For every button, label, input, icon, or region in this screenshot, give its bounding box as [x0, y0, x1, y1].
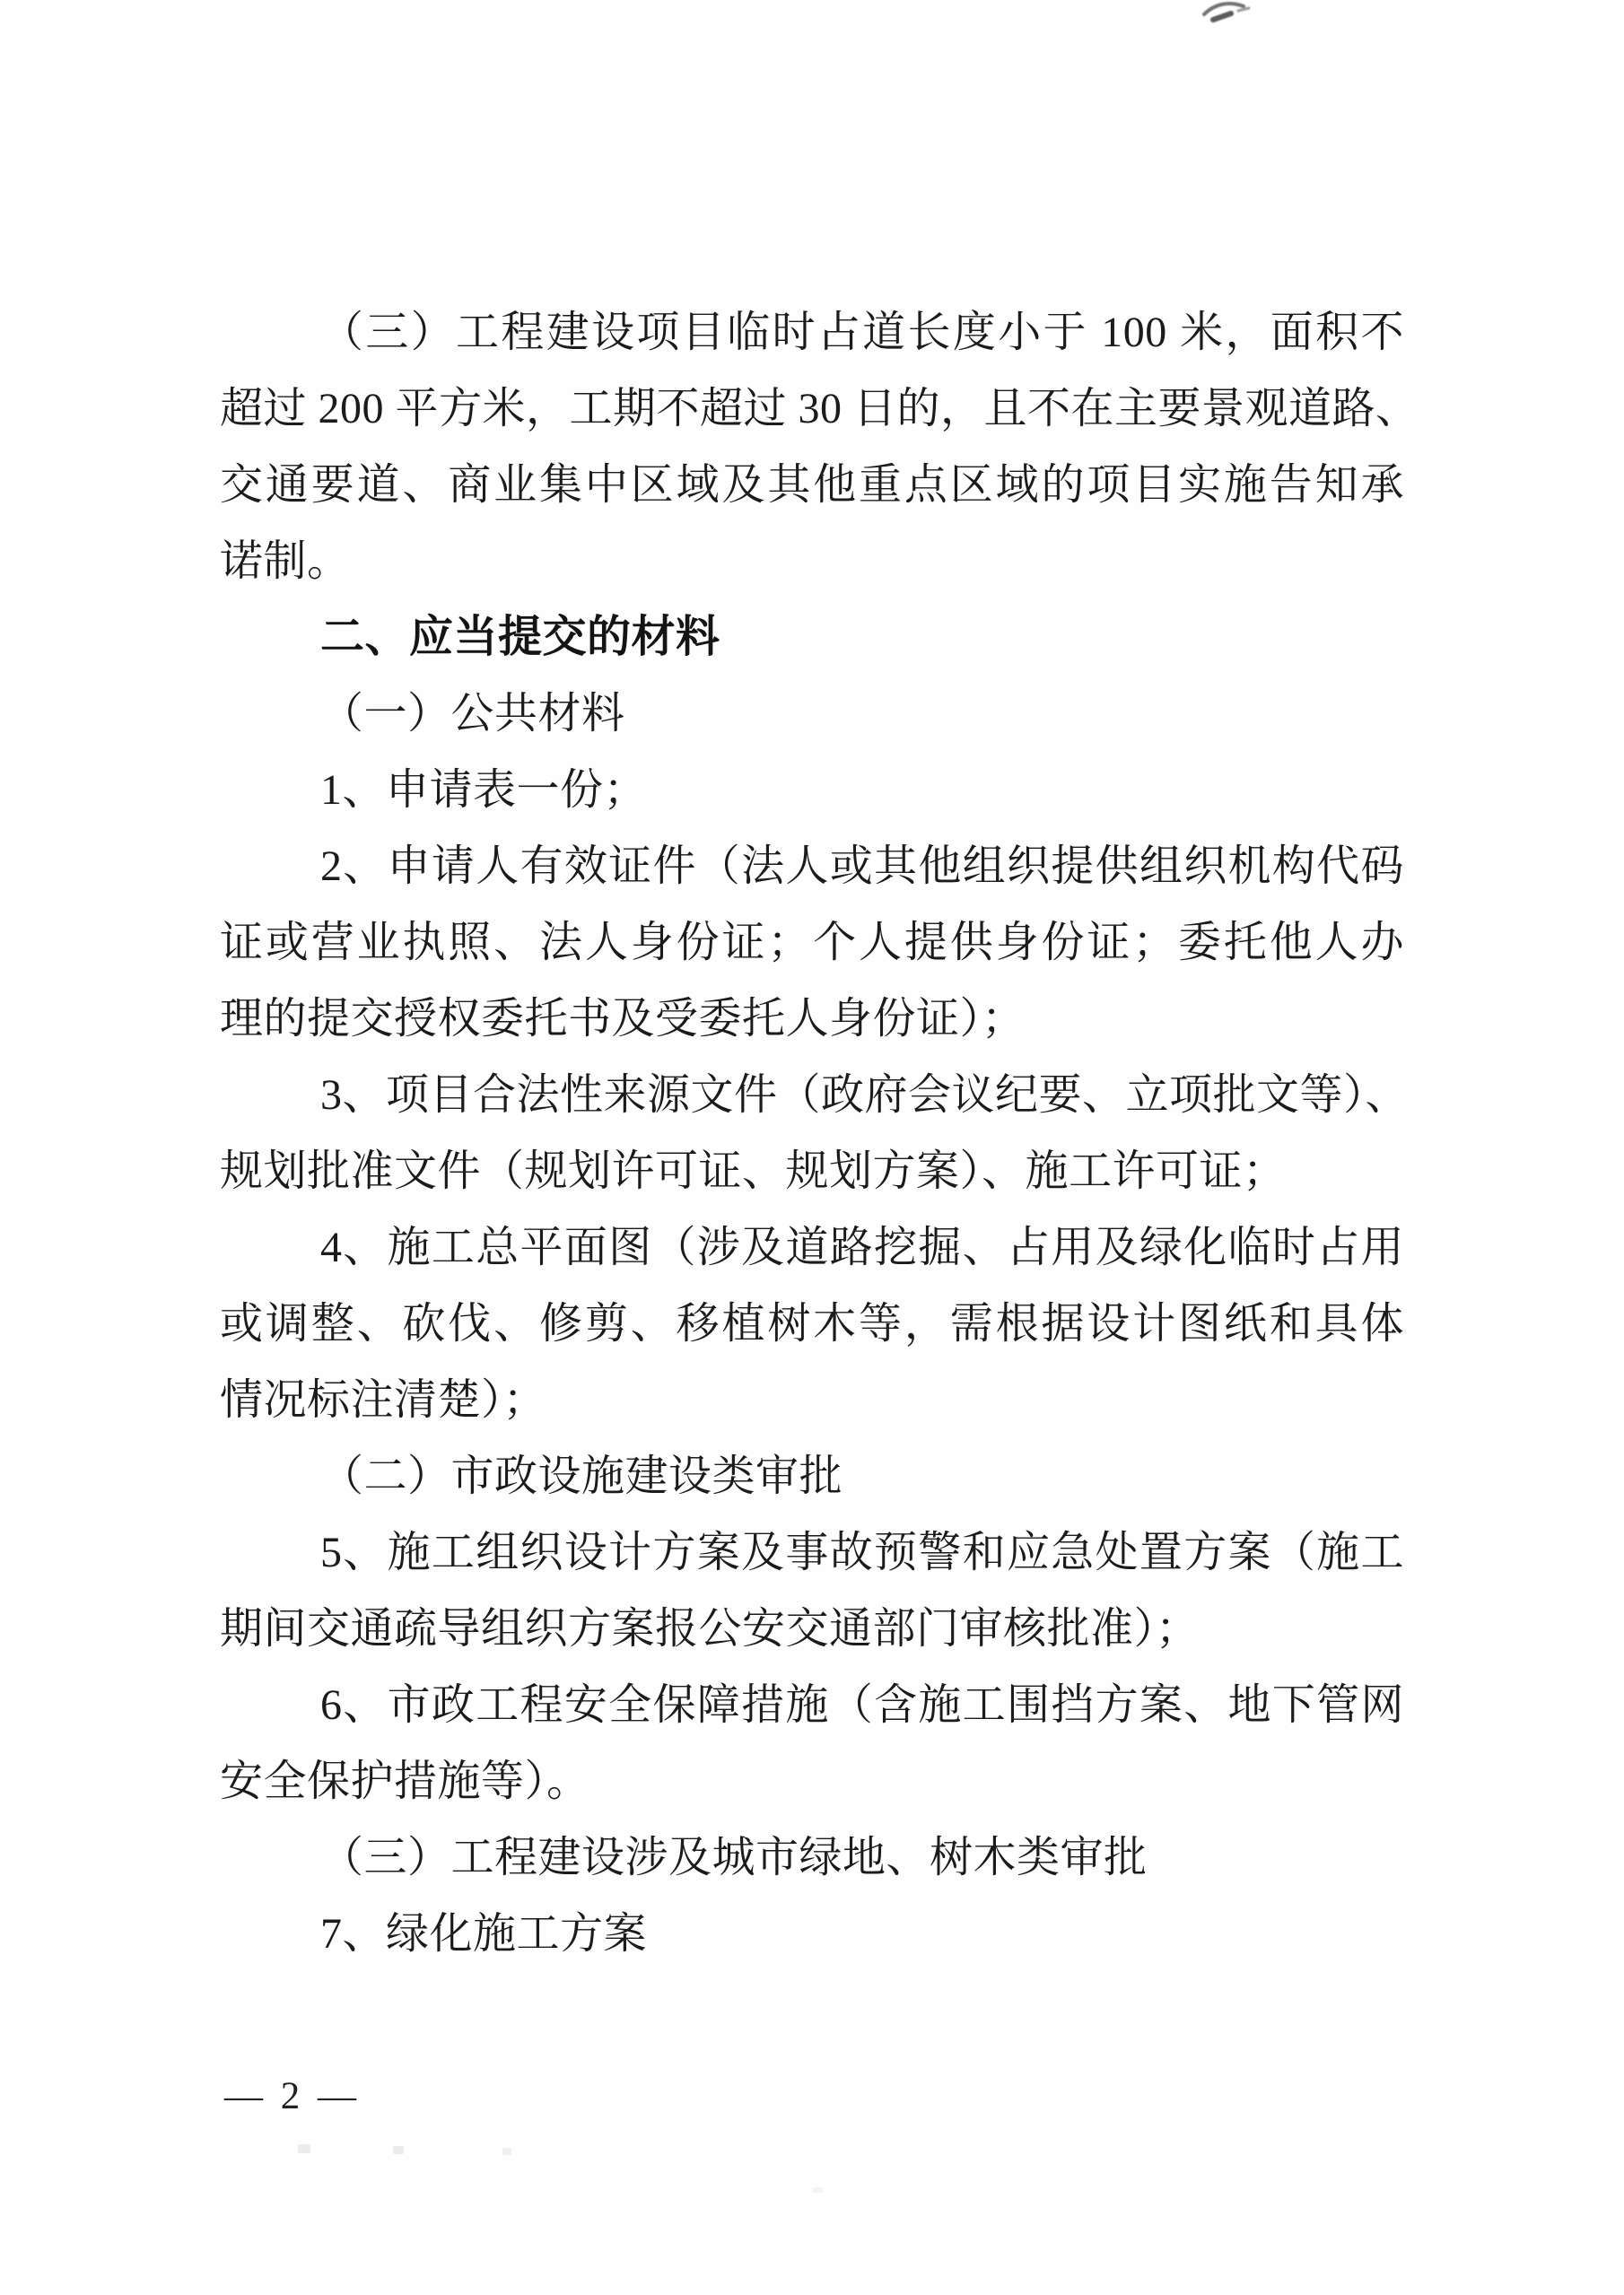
text-line: 1、申请表一份；	[320, 766, 648, 814]
text-line: 7、绿化施工方案	[320, 1910, 648, 1958]
scan-speck	[298, 2144, 310, 2153]
text-line: 5、施工组织设计方案及事故预警和应急处置方案（施工	[320, 1529, 1404, 1576]
text-line: （三）工程建设涉及城市绿地、树木类审批	[320, 1834, 1148, 1881]
text-line: （一）公共材料	[320, 690, 625, 737]
scan-speck	[393, 2146, 404, 2154]
text-line: 期间交通疏导组织方案报公安交通部门审核批准）；	[220, 1605, 1200, 1653]
section-heading-line: 二、应当提交的材料	[320, 613, 720, 661]
text-line: 6、市政工程安全保障措施（含施工围挡方案、地下管网	[320, 1681, 1404, 1729]
text-line: 或调整、砍伐、修剪、移植树木等，需根据设计图纸和具体	[220, 1300, 1404, 1348]
scan-smudge-mark	[1199, 0, 1256, 29]
text-line: 4、施工总平面图（涉及道路挖掘、占用及绿化临时占用	[320, 1224, 1404, 1271]
text-line: 2、申请人有效证件（法人或其他组织提供组织机构代码	[320, 842, 1404, 890]
text-line: 诺制。	[220, 537, 351, 585]
text-line: 理的提交授权委托书及受委托人身份证）；	[220, 995, 1026, 1043]
text-line: 交通要道、商业集中区域及其他重点区域的项目实施告知承	[220, 461, 1404, 509]
text-block	[220, 294, 1419, 1972]
text-line: 安全保护措施等）。	[220, 1758, 590, 1805]
text-line: （三）工程建设项目临时占道长度小于 100 米，面积不	[320, 309, 1404, 356]
text-line: 情况标注清楚）；	[220, 1376, 547, 1424]
text-line: （二）市政设施建设类审批	[320, 1453, 843, 1500]
text-line: 3、项目合法性来源文件（政府会议纪要、立项批文等）、	[320, 1071, 1410, 1119]
page-number: — 2 —	[224, 2075, 356, 2117]
scan-speck	[812, 2187, 823, 2193]
scan-speck	[502, 2148, 511, 2155]
text-line: 规划批准文件（规划许可证、规划方案）、施工许可证；	[220, 1148, 1287, 1195]
text-line: 证或营业执照、法人身份证；个人提供身份证；委托他人办	[220, 919, 1404, 966]
text-line: 超过 200 平方米，工期不超过 30 日的，且不在主要景观道路、	[220, 385, 1419, 432]
